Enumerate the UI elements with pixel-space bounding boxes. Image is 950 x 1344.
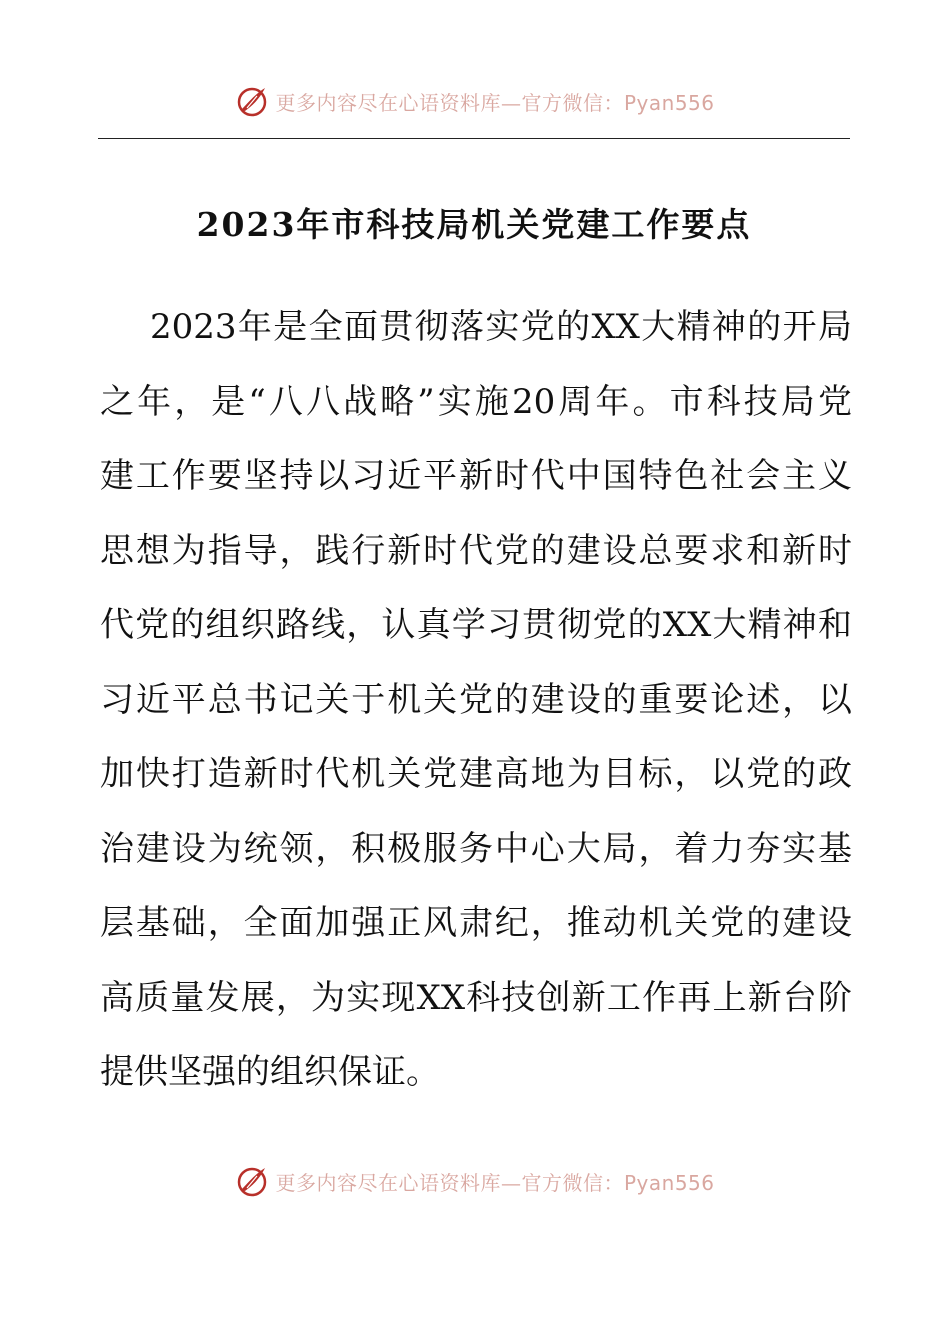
document-title: 2023年市科技局机关党建工作要点 <box>196 205 752 244</box>
watermark-label: 更多内容尽在心语资料库—官方微信： <box>275 1170 624 1195</box>
header-divider <box>98 138 850 139</box>
watermark-text <box>275 1167 714 1196</box>
paragraph-line: 思想为指导，践行新时代党的建设总要求和新时 <box>100 530 852 571</box>
watermark-wechat-id: Pyan556 <box>623 90 715 115</box>
paragraph-line: 治建设为统领，积极服务中心大局，着力夯实基 <box>100 828 852 869</box>
paragraph-line: 提供坚强的组织保证。 <box>100 1052 440 1092</box>
paragraph-line: 建工作要坚持以习近平新时代中国特色社会主义 <box>100 456 852 496</box>
watermark-wechat-id: Pyan556 <box>623 1170 715 1195</box>
paragraph-line: 代党的组织路线，认真学习贯彻党的XX大精神和 <box>100 605 852 645</box>
document-body <box>100 290 852 1110</box>
paragraph-line: 2023年是全面贯彻落实党的XX大精神的开局 <box>150 307 852 347</box>
footer-watermark <box>0 1164 950 1198</box>
header-watermark <box>0 84 950 118</box>
watermark-label: 更多内容尽在心语资料库—官方微信： <box>275 90 624 115</box>
paragraph-line: 加快打造新时代机关党建高地为目标，以党的政 <box>100 754 852 794</box>
paragraph-line: 层基础，全面加强正风肃纪，推动机关党的建设 <box>100 903 852 943</box>
paragraph-line: 习近平总书记关于机关党的建设的重要论述，以 <box>100 679 852 720</box>
watermark-logo-icon <box>235 84 269 118</box>
paragraph-line: 高质量发展，为实现XX科技创新工作再上新台阶 <box>100 977 852 1018</box>
watermark-logo-icon <box>235 1164 269 1198</box>
paragraph-line: 之年，是“八八战略”实施20周年。市科技局党 <box>100 381 852 422</box>
watermark-text <box>275 87 714 116</box>
